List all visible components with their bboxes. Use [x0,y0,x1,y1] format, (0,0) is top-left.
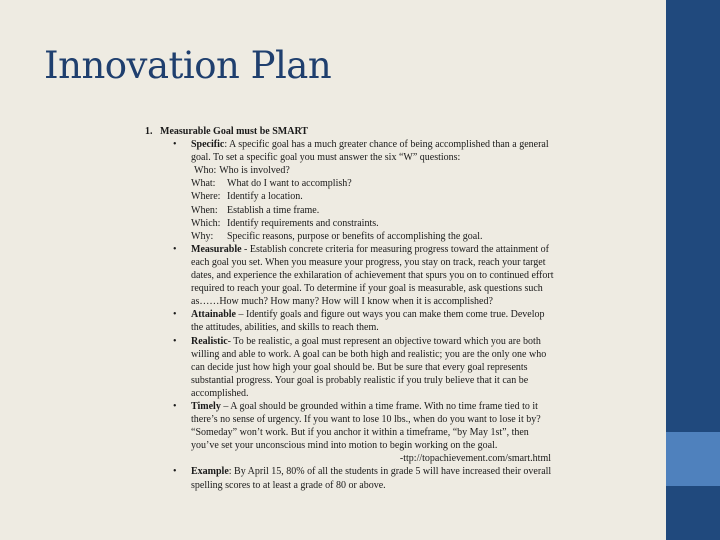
question-what: What: What do I want to accomplish? [191,178,352,190]
question-why: Why: Specific reasons, purpose or benefits of accomplishing the goal. [191,230,483,242]
question-which: Which: Identify requirements and constraints. [191,217,379,229]
list-item-attainable: • Attainable – Identify goals and figure out ways you can make them come true. Develop the attitudes, abilities, and skills to reach them. [173,309,545,334]
list-item-specific: • Specific: A specific goal has a much greater chance of being accomplished than a general goal. To set a specific goal you must answer the six “W” questions: Who: Who is involved? What: What do I want to accomplish? Where: Identify a location. When: Establish a time frame. Which: Identify requirements and constraints. Why: Specific reasons, purpose or benefits of accomplishing the goal. [191,138,555,243]
list-item-measurable: • Measurable - Establish concrete criteria for measuring progress toward the attainment of each goal you set. When you measure your progress, you stay on track, reach your target dates, and experience the exhilaration of achievement that spurs you on to continued effort required to reach your goal. To determine if your goal is measurable, ask questions such as……How much? How many? How will I know when it is accomplished? [173,243,554,308]
document-image [145,125,555,492]
question-who: Who: Who is involved? [194,165,290,177]
list-item-timely: • Timely – A goal should be grounded within a time frame. With no time frame tied to it there’s no sense of urgency. If you want to lose 10 lbs., when do you want to lose it by? “Someday” won’t work. But if you anchor it within a timeframe, “by May 1st”, then you’ve set your unconscious mind into motion to begin working on the goal. -ttp://topachievement.com/smart.html [191,400,555,465]
accent-block [666,432,720,486]
heading: 1. Measurable Goal must be SMART [145,126,308,137]
source-citation: -ttp://topachievement.com/smart.html [399,453,551,465]
slide-title: Innovation Plan [44,44,332,87]
list-item-example: • Example: By April 15, 80% of all the students in grade 5 will have increased their overall spelling scores to at least a grade of 80 or above. [173,466,552,491]
smart-list [145,138,555,492]
list-item-realistic: • Realistic- To be realistic, a goal must represent an objective toward which you are both willing and able to work. A goal can be both high and realistic; you are the only one who can decide just how high your goal should be. But be sure that every goal represents substantial progress. Your goal is probably realistic if you truly believe that it can be accomplished. [173,335,547,399]
question-when: When: Establish a time frame. [191,204,320,216]
question-where: Where: Identify a location. [191,191,303,203]
